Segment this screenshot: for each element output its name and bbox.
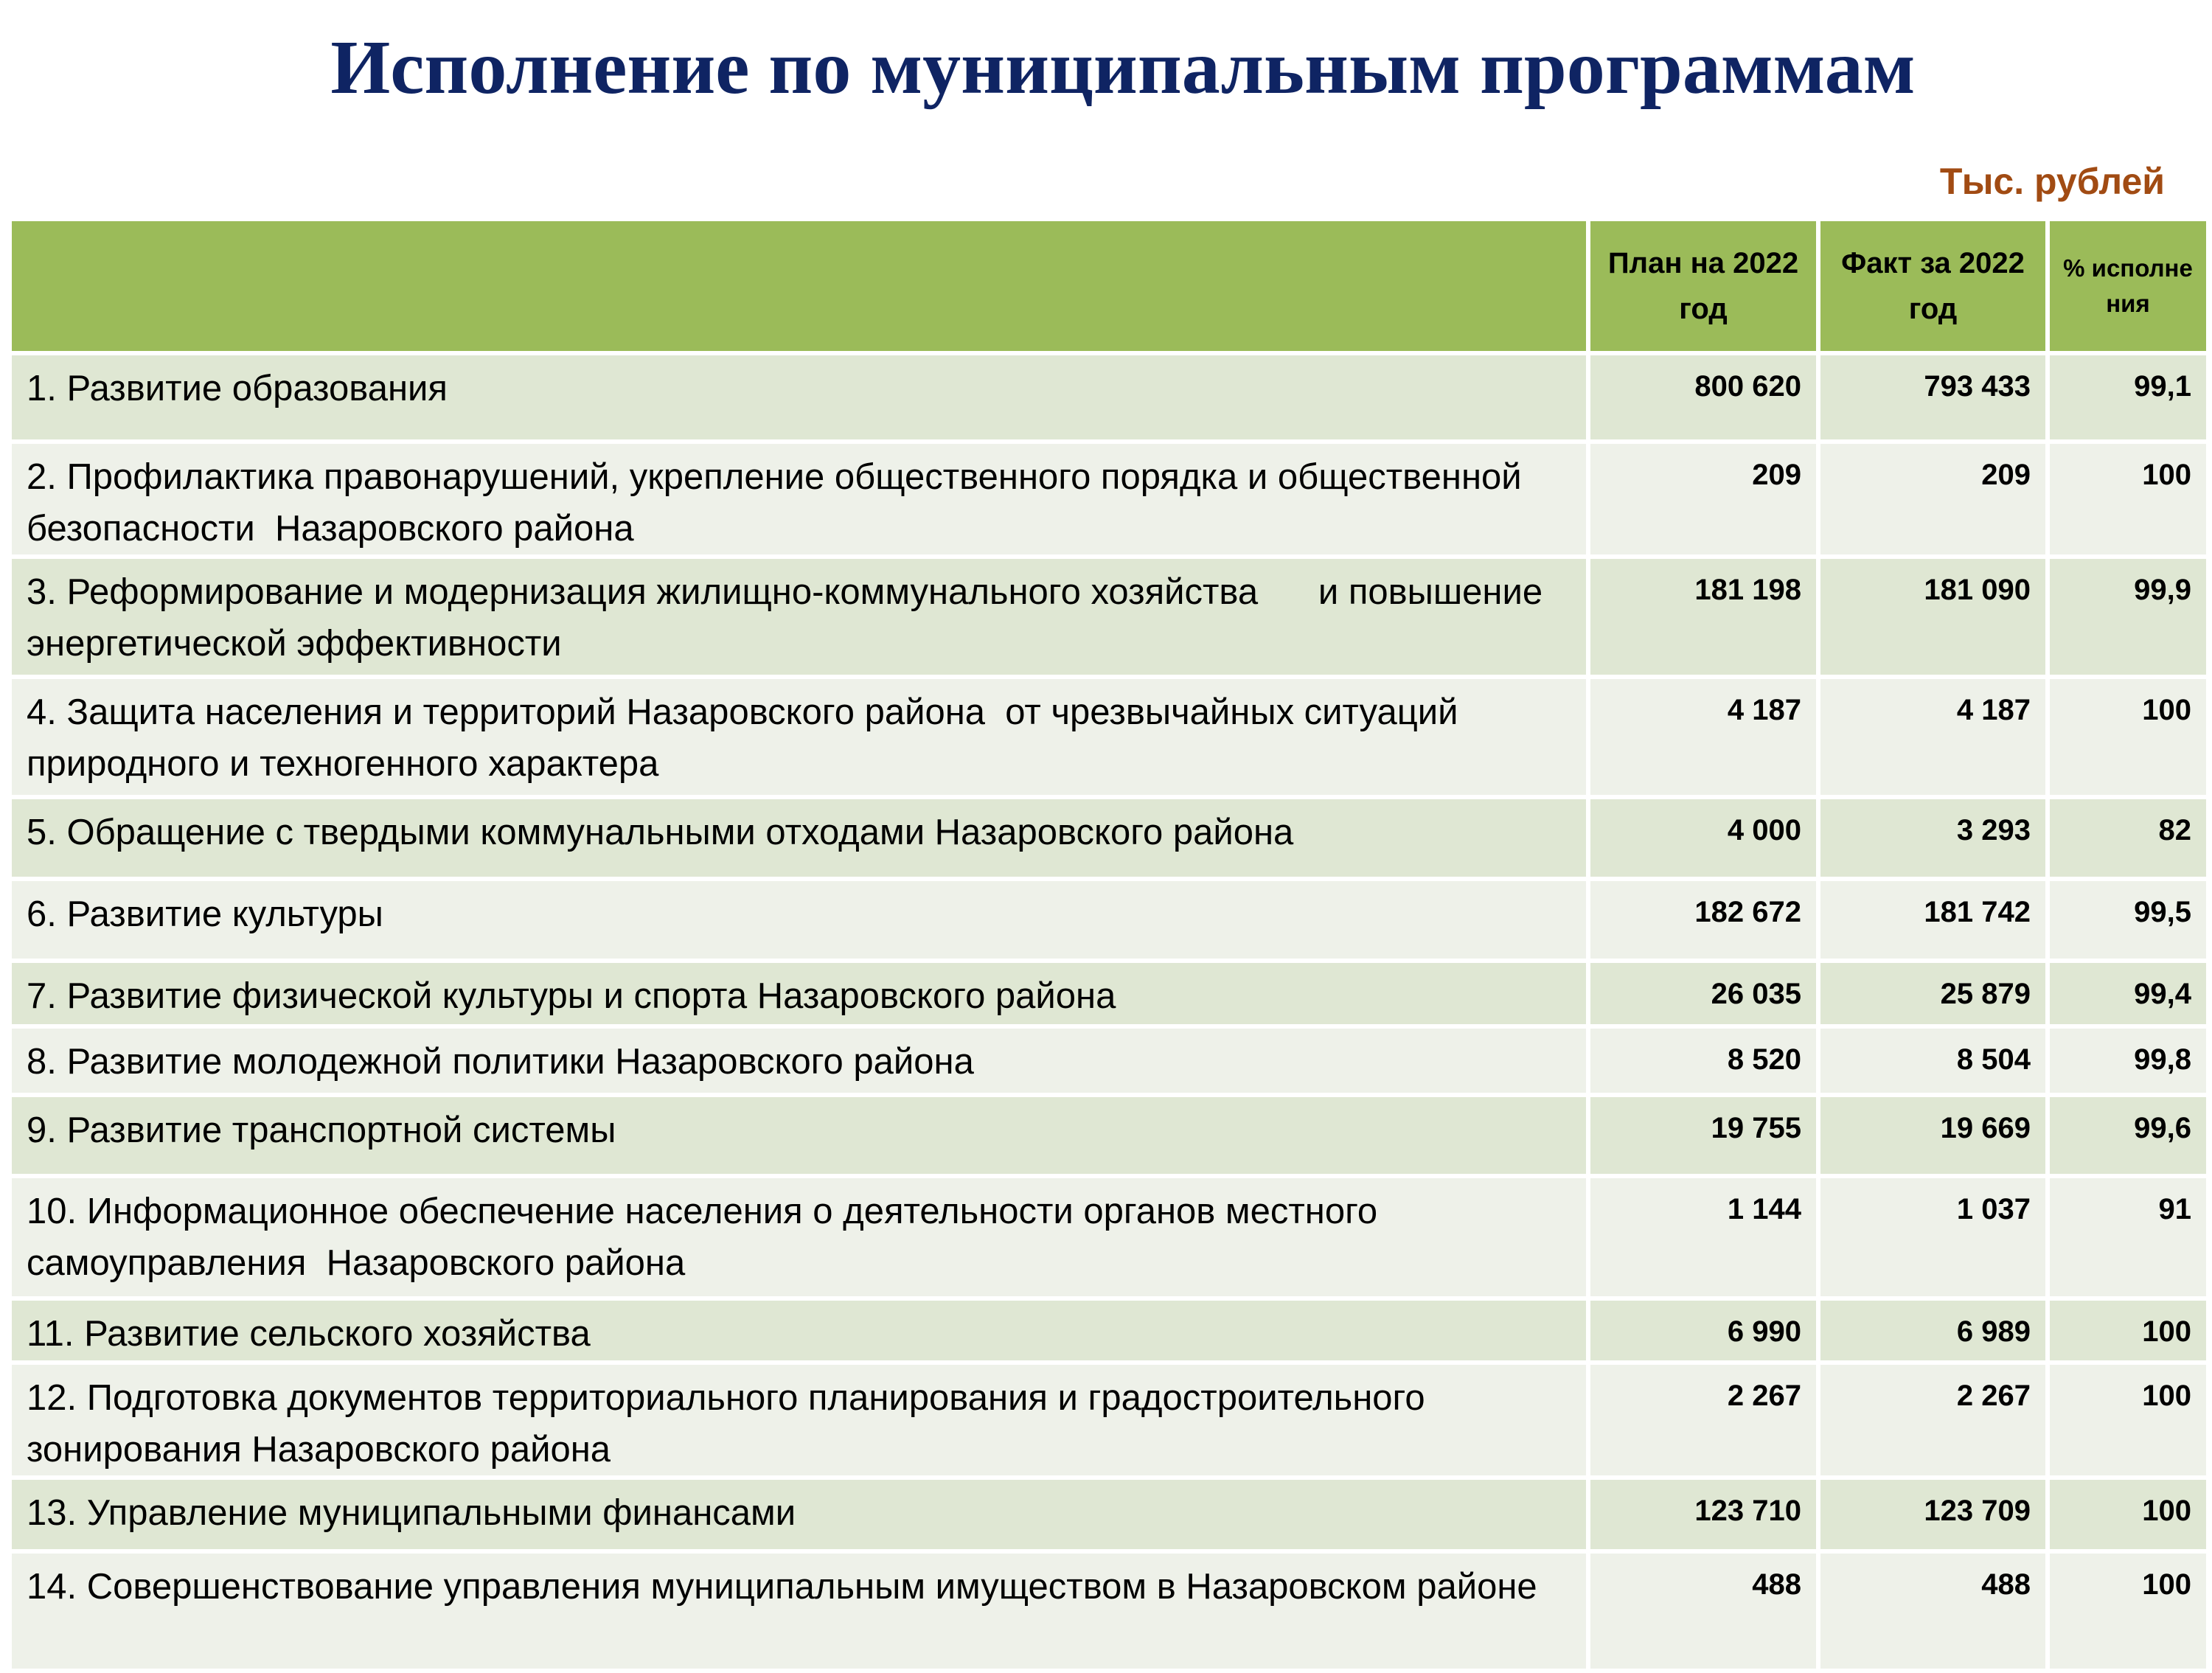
percent-value: 100 bbox=[2048, 1363, 2208, 1478]
plan-value: 488 bbox=[1588, 1551, 1818, 1671]
fact-value: 25 879 bbox=[1818, 961, 2048, 1026]
plan-value: 4 000 bbox=[1588, 797, 1818, 879]
percent-value: 99,4 bbox=[2048, 961, 2208, 1026]
table-row bbox=[10, 1478, 2208, 1551]
slide-title: Исполнение по муниципальным программам bbox=[330, 25, 1916, 110]
percent-value: 99,1 bbox=[2048, 353, 2208, 442]
plan-value: 123 710 bbox=[1588, 1478, 1818, 1551]
plan-value: 8 520 bbox=[1588, 1026, 1818, 1095]
program-name: 9. Развитие транспортной системы bbox=[10, 1095, 1588, 1176]
header-percent: % исполне ния bbox=[2048, 219, 2208, 353]
plan-value: 2 267 bbox=[1588, 1363, 1818, 1478]
table-row bbox=[10, 1551, 2208, 1671]
fact-value: 8 504 bbox=[1818, 1026, 2048, 1095]
fact-value: 1 037 bbox=[1818, 1176, 2048, 1298]
percent-value: 100 bbox=[2048, 677, 2208, 797]
table-row bbox=[10, 879, 2208, 961]
plan-value: 6 990 bbox=[1588, 1298, 1818, 1363]
fact-value: 181 742 bbox=[1818, 879, 2048, 961]
percent-value: 99,6 bbox=[2048, 1095, 2208, 1176]
fact-value: 181 090 bbox=[1818, 557, 2048, 677]
plan-value: 181 198 bbox=[1588, 557, 1818, 677]
program-name: 13. Управление муниципальными финансами bbox=[10, 1478, 1588, 1551]
programs-table bbox=[7, 217, 2211, 1673]
percent-value: 99,5 bbox=[2048, 879, 2208, 961]
program-name: 2. Профилактика правонарушений, укрепление общественного порядка и общественной безопасности Назаровского района bbox=[10, 442, 1588, 557]
fact-value: 6 989 bbox=[1818, 1298, 2048, 1363]
percent-value: 82 bbox=[2048, 797, 2208, 879]
program-name: 4. Защита населения и территорий Назаровского района от чрезвычайных ситуаций природного и техногенного характера bbox=[10, 677, 1588, 797]
table-row bbox=[10, 442, 2208, 557]
percent-value: 100 bbox=[2048, 1551, 2208, 1671]
fact-value: 793 433 bbox=[1818, 353, 2048, 442]
fact-value: 19 669 bbox=[1818, 1095, 2048, 1176]
table-row bbox=[10, 797, 2208, 879]
percent-value: 100 bbox=[2048, 1298, 2208, 1363]
table-row bbox=[10, 961, 2208, 1026]
percent-value: 99,9 bbox=[2048, 557, 2208, 677]
fact-value: 2 267 bbox=[1818, 1363, 2048, 1478]
program-name: 5. Обращение с твердыми коммунальными отходами Назаровского района bbox=[10, 797, 1588, 879]
table-row bbox=[10, 353, 2208, 442]
table-row bbox=[10, 1298, 2208, 1363]
table-row bbox=[10, 677, 2208, 797]
units-label: Тыс. рублей bbox=[1939, 161, 2165, 202]
table-row bbox=[10, 1176, 2208, 1298]
plan-value: 182 672 bbox=[1588, 879, 1818, 961]
plan-value: 209 bbox=[1588, 442, 1818, 557]
fact-value: 4 187 bbox=[1818, 677, 2048, 797]
plan-value: 4 187 bbox=[1588, 677, 1818, 797]
table-row bbox=[10, 1026, 2208, 1095]
table-header-row bbox=[10, 219, 2208, 353]
program-name: 12. Подготовка документов территориального планирования и градостроительного зонирования Назаровского района bbox=[10, 1363, 1588, 1478]
percent-value: 99,8 bbox=[2048, 1026, 2208, 1095]
fact-value: 123 709 bbox=[1818, 1478, 2048, 1551]
program-name: 14. Совершенствование управления муниципальным имуществом в Назаровском районе bbox=[10, 1551, 1588, 1671]
header-plan: План на 2022 год bbox=[1588, 219, 1818, 353]
percent-value: 91 bbox=[2048, 1176, 2208, 1298]
table-row bbox=[10, 1095, 2208, 1176]
program-name: 7. Развитие физической культуры и спорта Назаровского района bbox=[10, 961, 1588, 1026]
program-name: 1. Развитие образования bbox=[10, 353, 1588, 442]
plan-value: 1 144 bbox=[1588, 1176, 1818, 1298]
program-name: 3. Реформирование и модернизация жилищно-коммунального хозяйства и повышение энергетической эффективности bbox=[10, 557, 1588, 677]
table-row bbox=[10, 557, 2208, 677]
program-name: 10. Информационное обеспечение населения о деятельности органов местного самоуправления Назаровского района bbox=[10, 1176, 1588, 1298]
fact-value: 3 293 bbox=[1818, 797, 2048, 879]
fact-value: 488 bbox=[1818, 1551, 2048, 1671]
header-fact: Факт за 2022 год bbox=[1818, 219, 2048, 353]
table-row bbox=[10, 1363, 2208, 1478]
program-name: 8. Развитие молодежной политики Назаровского района bbox=[10, 1026, 1588, 1095]
plan-value: 800 620 bbox=[1588, 353, 1818, 442]
header-name bbox=[10, 219, 1588, 353]
program-name: 6. Развитие культуры bbox=[10, 879, 1588, 961]
fact-value: 209 bbox=[1818, 442, 2048, 557]
percent-value: 100 bbox=[2048, 442, 2208, 557]
plan-value: 26 035 bbox=[1588, 961, 1818, 1026]
plan-value: 19 755 bbox=[1588, 1095, 1818, 1176]
percent-value: 100 bbox=[2048, 1478, 2208, 1551]
program-name: 11. Развитие сельского хозяйства bbox=[10, 1298, 1588, 1363]
